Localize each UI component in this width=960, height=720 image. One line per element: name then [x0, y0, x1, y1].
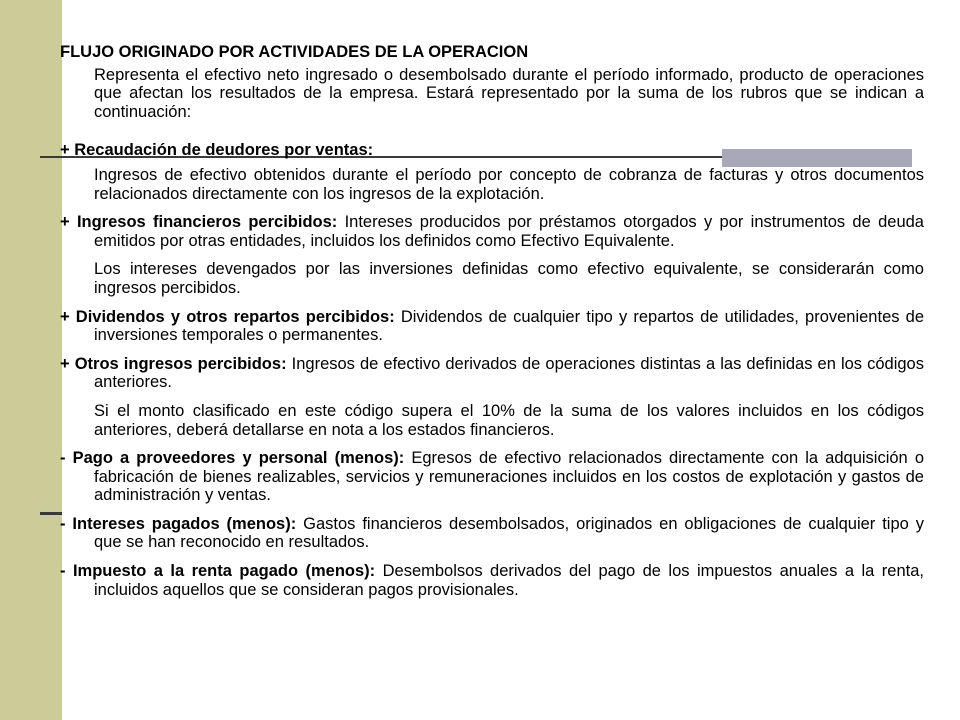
item-heading: - Intereses pagados (menos): — [60, 514, 297, 533]
item-text: Intereses producidos por préstamos otorgados y por instrumentos de deuda emitidos por otras entidades, incluidos los definidos como Efectivo Equivalente. — [94, 213, 924, 250]
document-body — [60, 43, 924, 609]
item-text: Egresos de efectivo relacionados directamente con la adquisición o fabricación de bienes realizables, servicios y remuneraciones incluidos en los costos de explotación y gastos de administración y ventas. — [94, 449, 924, 505]
item-otros-ingresos — [60, 355, 924, 392]
item-heading: - Impuesto a la renta pagado (menos): — [60, 562, 376, 581]
item-intereses-pagados — [60, 515, 924, 552]
intro-paragraph: Representa el efectivo neto ingresado o desembolsado durante el período informado, producto de operaciones que afectan los resultados de la empresa. Estará representado por la suma de los rubros que se indican a continuación: — [94, 65, 924, 121]
item-text: Gastos financieros desembolsados, originados en obligaciones de cualquier tipo y que se han reconocido en resultados. — [94, 514, 924, 552]
divider-spacer — [60, 131, 924, 141]
item-ingresos-financieros-note: Los intereses devengados por las inversiones definidas como efectivo equivalente, se considerarán como ingresos percibidos. — [94, 260, 924, 297]
item-dividendos — [60, 308, 924, 345]
item-text: Dividendos de cualquier tipo y repartos de utilidades, provenientes de inversiones temporales o permanentes. — [94, 307, 925, 345]
left-tick-mark — [40, 512, 62, 515]
left-accent-band — [0, 0, 62, 720]
item-heading: + Ingresos financieros percibidos: — [60, 213, 338, 232]
item-otros-ingresos-note: Si el monto clasificado en este código supera el 10% de la suma de los valores incluidos en los códigos anteriores, deberá detallarse en nota a los estados financieros. — [94, 401, 924, 439]
item-heading: + Dividendos y otros repartos percibidos: — [60, 307, 395, 326]
item-ingresos-financieros — [60, 213, 924, 250]
item-pago-proveedores — [60, 449, 924, 505]
item-heading: + Recaudación de deudores por ventas: — [60, 141, 374, 160]
item-text: Ingresos de efectivo derivados de operaciones distintas a las definidas en los códigos anteriores. — [94, 354, 924, 392]
item-heading: - Pago a proveedores y personal (menos): — [60, 449, 405, 468]
item-recaudacion-detail: Ingresos de efectivo obtenidos durante el período por concepto de cobranza de facturas y otros documentos relacionados directamente con los ingresos de la explotación. — [94, 165, 924, 203]
item-recaudacion — [60, 141, 924, 160]
item-heading: + Otros ingresos percibidos: — [60, 354, 287, 373]
document-title: FLUJO ORIGINADO POR ACTIVIDADES DE LA OPERACION — [60, 43, 529, 61]
item-text: Desembolsos derivados del pago de los impuestos anuales a la renta, incluidos aquellos que se consideran pagos provisionales. — [94, 562, 924, 599]
item-impuesto-renta — [60, 562, 924, 599]
